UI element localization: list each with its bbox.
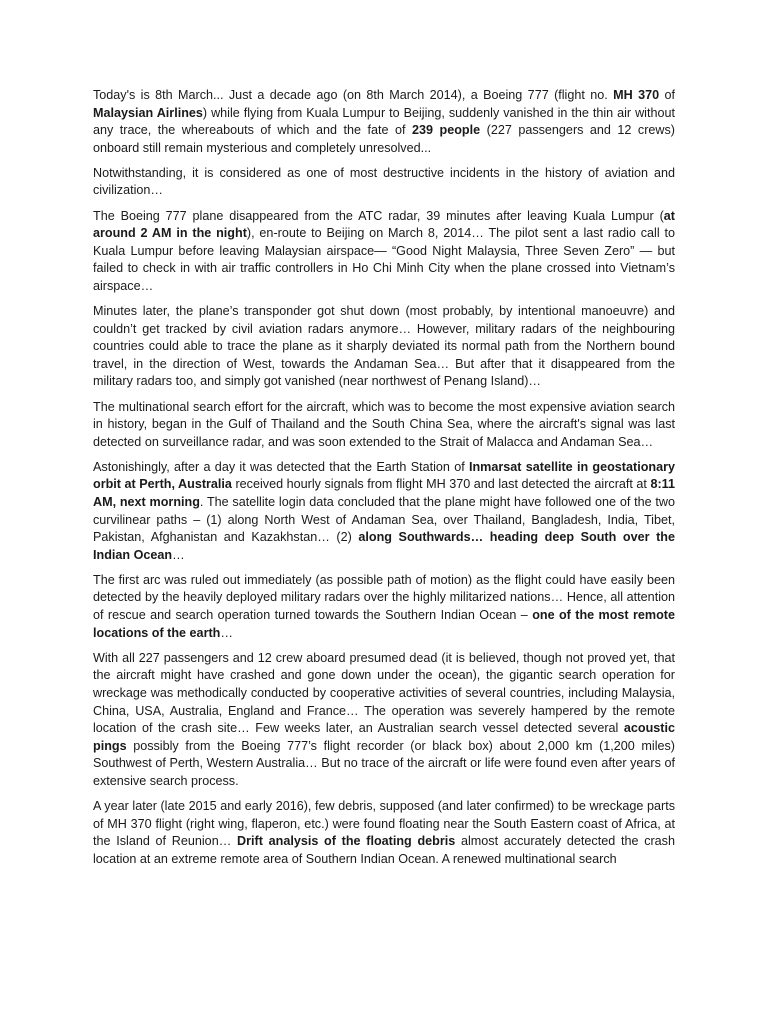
text-run: The multinational search effort for the aircraft, which was to become the most expensive aviation search in history, began in the Gulf of Thailand and the South China Sea, where the aircraft's signal was last detected on surveillance radar, and was soon extended to the Strait of Malacca and Andaman Sea… bbox=[93, 399, 675, 449]
paragraph bbox=[93, 650, 675, 791]
document-body bbox=[93, 87, 675, 876]
paragraph bbox=[93, 459, 675, 565]
text-run: ) while flying from Kuala Lumpur to Beijing, suddenly vanished in the thin air without any trace, the whereabouts of which and the fate of bbox=[93, 105, 675, 138]
paragraph bbox=[93, 798, 675, 868]
text-run: received hourly signals from flight MH 370 and last detected the aircraft at bbox=[231, 477, 651, 492]
text-run: Minutes later, the plane’s transponder got shut down (most probably, by intentional manoeuvre) and couldn’t get tracked by civil aviation radars anymore… However, military radars of the neighbouring countries could able to trace the plane as it sharply deviated its normal path from the Northern bound travel, in the direction of West, towards the Andaman Sea… But after that it disappeared from the military radars too, and simply got vanished (near northwest of Penang Island)… bbox=[93, 304, 675, 389]
bold-text-run: Drift analysis of the floating debris bbox=[237, 834, 456, 849]
text-run: . The satellite login data concluded that the plane might have followed one of the two curvilinear paths – (1) along North West of Andaman Sea, over Thailand, Bangladesh, India, Tibet, Pakistan, Afghanistan and Kazakhstan… (2) bbox=[93, 494, 675, 545]
text-run: … bbox=[220, 625, 233, 640]
text-run: possibly from the Boeing 777’s flight recorder (or black box) about 2,000 km (1,200 miles) Southwest of Perth, Western Australia… But no trace of the aircraft or life were found even after years of extensive search process. bbox=[93, 738, 675, 788]
paragraph bbox=[93, 572, 675, 642]
text-run: The Boeing 777 plane disappeared from the ATC radar, 39 minutes after leaving Kuala Lumpur ( bbox=[93, 208, 664, 223]
bold-text-run: Malaysian Airlines bbox=[93, 105, 203, 120]
bold-text-run: 8:11 AM, next morning bbox=[93, 477, 675, 509]
text-run: almost accurately detected the crash location at an extreme remote area of Southern Indian Ocean. A renewed multinational search bbox=[93, 834, 675, 866]
text-run: Astonishingly, after a day it was detected that the Earth Station of bbox=[93, 459, 469, 474]
paragraph bbox=[93, 303, 675, 391]
text-run: of bbox=[659, 88, 675, 102]
paragraph bbox=[93, 208, 675, 296]
bold-text-run: at around 2 AM in the night bbox=[93, 208, 675, 241]
text-run: ), en-route to Beijing on March 8, 2014… The pilot sent a last radio call to Kuala Lumpur before leaving Malaysian airspace— “Good Night Malaysia, Three Seven Zero” — but failed to check in with air traffic controllers in Ho Chi Minh City when the plane crossed into Vietnam’s airspace… bbox=[93, 226, 675, 293]
text-run: The first arc was ruled out immediately (as possible path of motion) as the flight could have easily been detected by the heavily deployed military radars over the highly militarized nations… Hence, all attention of rescue and search operation turned towards the Southern Indian Ocean – bbox=[93, 572, 675, 623]
bold-text-run: 239 people bbox=[412, 123, 481, 138]
text-run: (227 passengers and 12 crews) onboard still remain mysterious and completely unresolved... bbox=[93, 123, 675, 155]
text-run: … bbox=[172, 547, 185, 562]
paragraph bbox=[93, 399, 675, 452]
bold-text-run: along Southwards… heading deep South over the Indian Ocean bbox=[93, 530, 675, 562]
bold-text-run: Inmarsat satellite in geostationary orbit at Perth, Australia bbox=[93, 459, 675, 492]
text-run: Notwithstanding, it is considered as one of most destructive incidents in the history of aviation and civilization… bbox=[93, 165, 675, 198]
bold-text-run: MH 370 bbox=[613, 88, 660, 102]
bold-text-run: one of the most remote locations of the earth bbox=[93, 608, 676, 640]
text-run: Today's is 8th March... Just a decade ago (on 8th March 2014), a Boeing 777 (flight no. bbox=[93, 88, 614, 102]
text-run: With all 227 passengers and 12 crew aboard presumed dead (it is believed, though not proved yet, that the aircraft might have crashed and gone down under the ocean), the gigantic search operation for wreckage was methodically conducted by cooperative activities of several countries, including Malaysia, China, USA, Australia, England and France… The operation was severely hampered by the remote location of the crash site… Few weeks later, an Australian search vessel detected several bbox=[93, 650, 675, 736]
paragraph bbox=[93, 87, 675, 157]
bold-text-run: acoustic pings bbox=[93, 721, 675, 753]
paragraph bbox=[93, 165, 675, 200]
text-run: A year later (late 2015 and early 2016), few debris, supposed (and later confirmed) to be wreckage parts of MH 370 flight (right wing, flaperon, etc.) were found floating near the South Eastern coast of Africa, at the Island of Reunion… bbox=[93, 798, 675, 849]
